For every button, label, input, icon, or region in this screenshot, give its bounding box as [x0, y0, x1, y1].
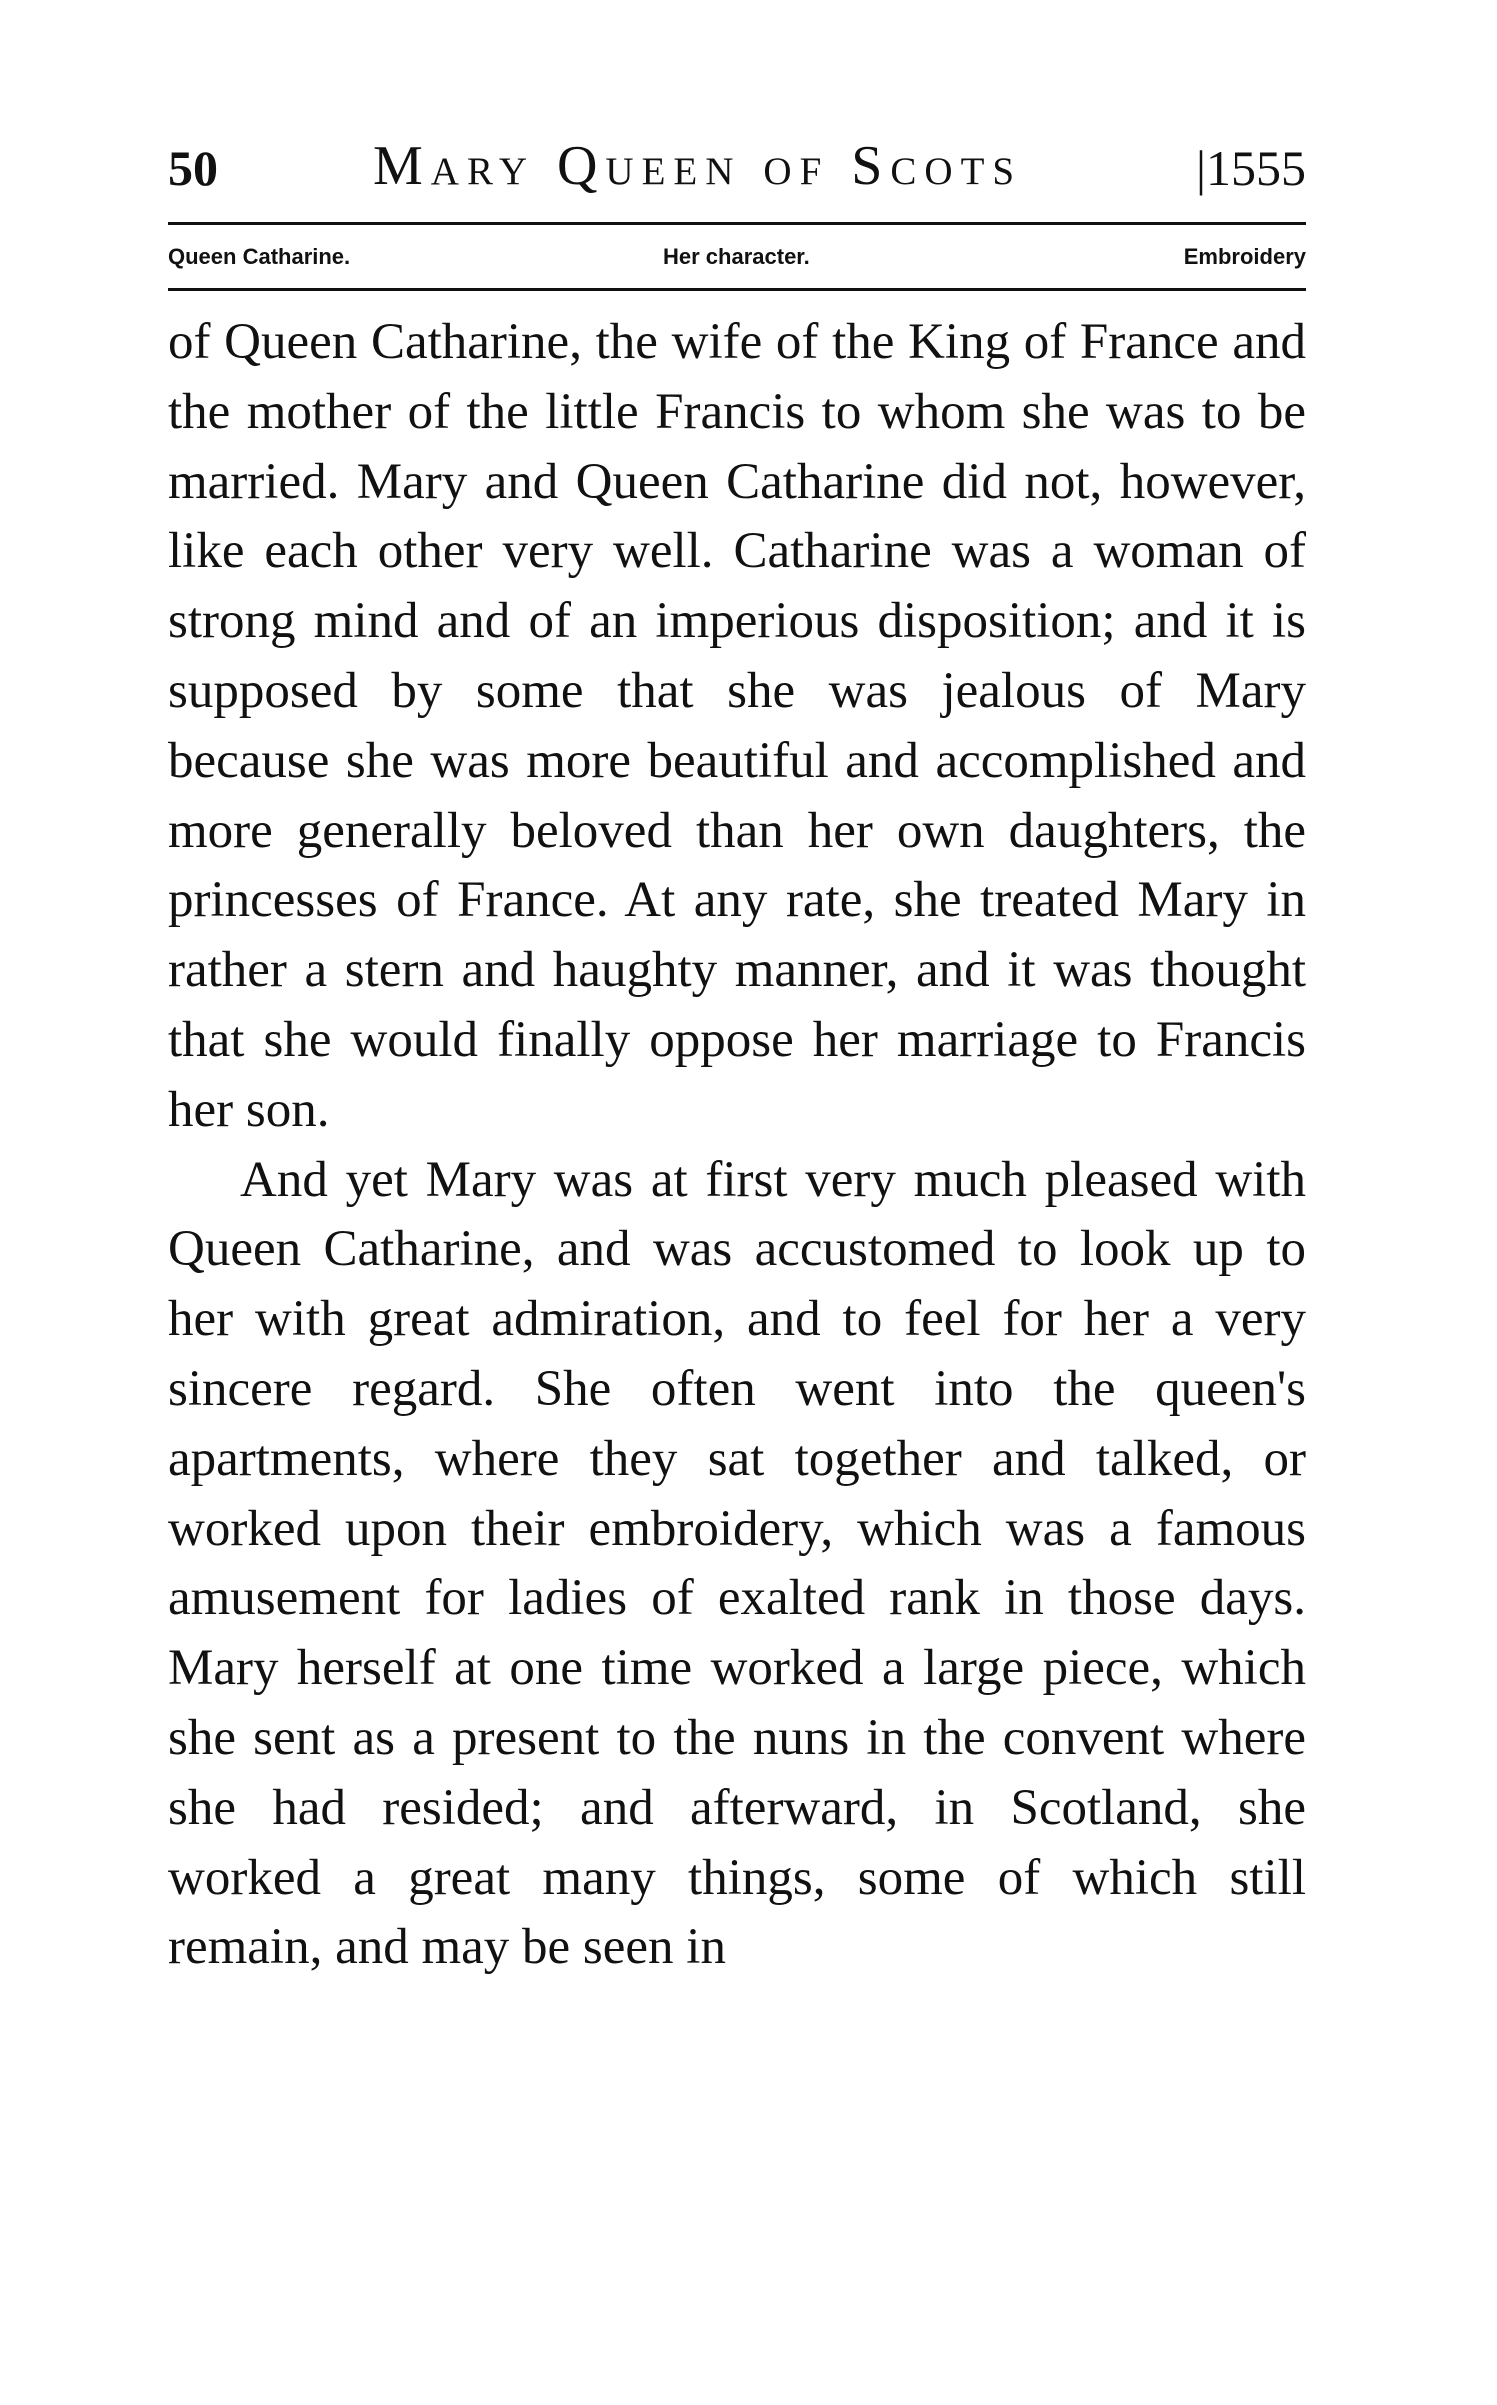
paragraph-2: And yet Mary was at first very much pleased with Queen Catharine, and was accustomed to look up to her with great admiration, and to feel for her a very sincere regard. She often went into the queen's apartments, where they sat together and talked, or worked upon their embroidery, which was a famous amusement for ladies of exalted rank in those days. Mary herself at one time worked a large piece, which she sent as a present to the nuns in the convent where she had resided; and afterward, in Scotland, she worked a great many things, some of which still remain, and may be seen in: [168, 1151, 1306, 1976]
sidenote-center: Her character.: [663, 244, 810, 269]
sidenote-right: Embroidery: [1183, 244, 1306, 269]
sidenote-bar: [168, 234, 1306, 280]
running-head: [168, 130, 1306, 200]
paragraph-1: of Queen Catharine, the wife of the King of France and the mother of the little Francis to whom she was to be married. Mary and Queen Catharine did not, however, like each other very well. Catharine was a woman of strong mind and of an imperious disposition; and it is supposed by some that she was jealous of Mary because she was more beautiful and accomplished and more generally beloved than her own daughters, the princesses of France. At any rate, she treated Mary in rather a stern and haughty manner, and it was thought that she would finally oppose her marriage to Francis her son.: [168, 314, 1306, 1138]
header-rule-top: [168, 222, 1306, 225]
header-year: |1555: [1195, 140, 1306, 196]
book-title: Mary Queen of Scots: [373, 135, 1023, 197]
sidenote-left: Queen Catharine.: [168, 244, 351, 269]
header-rule-bottom: [168, 288, 1306, 291]
page-number: 50: [168, 140, 218, 196]
body-text: [168, 308, 1306, 1983]
